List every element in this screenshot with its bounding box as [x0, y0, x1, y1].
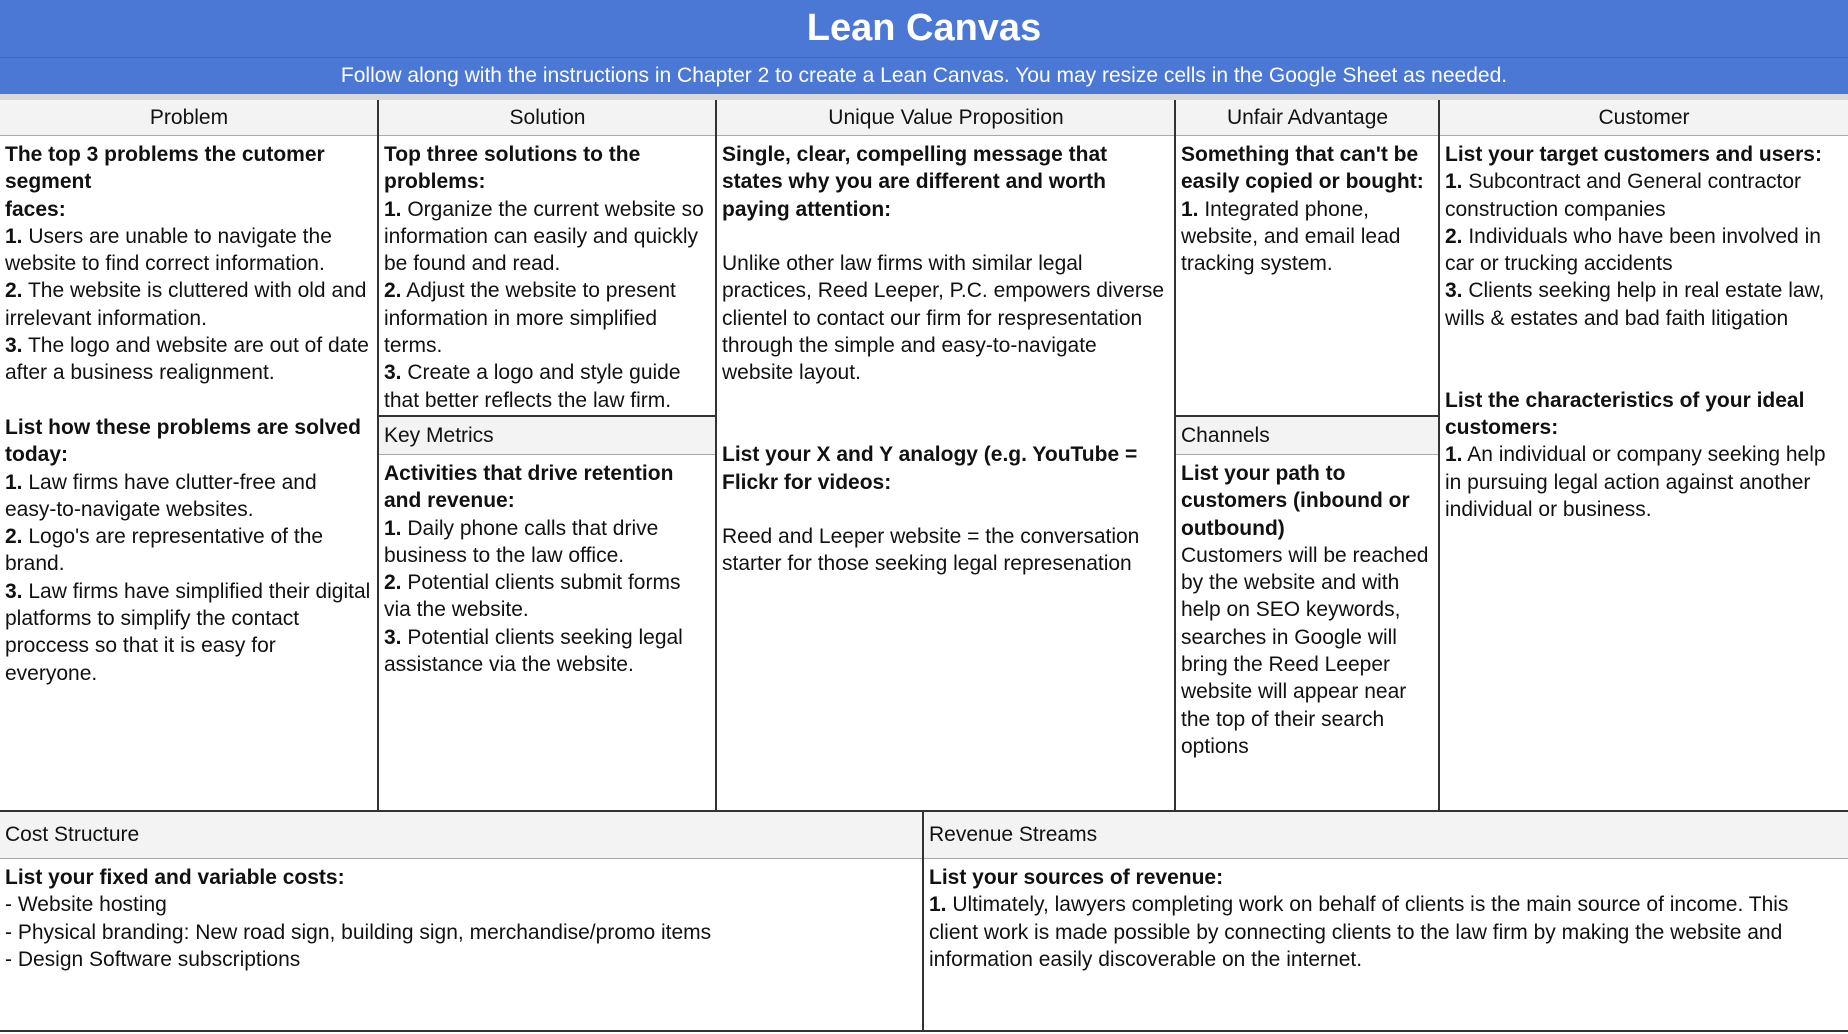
solution-body[interactable] — [379, 137, 716, 415]
problem-header-label: Problem — [149, 105, 229, 129]
divider-solution-metrics — [379, 415, 715, 417]
customer-item-num: 1. — [1445, 170, 1463, 194]
divider-solution-uvp — [715, 100, 717, 811]
problem-item-text: Users are unable to navigate the website to find correct information. — [5, 224, 338, 276]
key-metrics-intro: Activities that drive retention and revenue: — [384, 462, 680, 513]
cost-line: - Design Software subscriptions — [5, 947, 301, 971]
revenue-streams-intro: List your sources of revenue: — [929, 866, 1224, 889]
unfair-advantage-intro: Something that can't be easily copied or bought: — [1181, 143, 1425, 194]
customer-ideal-item-num: 1. — [1445, 443, 1463, 467]
page-subtitle — [0, 58, 1848, 94]
solution-item-num: 3. — [384, 361, 402, 385]
cost-line: - Website hosting — [5, 893, 167, 917]
solution-item-text: Adjust the website to present information in more simplified terms. — [384, 279, 682, 358]
revenue-item-num: 1. — [929, 893, 947, 917]
channels-body[interactable] — [1176, 456, 1439, 806]
problem-item-num: 2. — [5, 279, 23, 303]
page-title-text: Lean Canvas — [806, 7, 1042, 49]
problem-alt-heading: List how these problems are solved today: — [5, 415, 367, 467]
customer-ideal-heading: List the characteristics of your ideal customers: — [1445, 388, 1811, 439]
divider-top-bottom — [0, 810, 1848, 812]
problem-alt-item-num: 2. — [5, 525, 23, 549]
problem-alt-item-num: 3. — [5, 579, 23, 603]
uvp-header-label: Unique Value Proposition — [828, 105, 1064, 129]
problem-header — [0, 100, 378, 135]
channels-text: Customers will be reached by the website and with help on SEO keywords, searches in Google will bring the Reed Leeper website will appear near the top of their search options — [1181, 543, 1435, 758]
customer-item-num: 2. — [1445, 224, 1463, 248]
problem-item-num: 3. — [5, 334, 23, 358]
problem-alt-item-text: Law firms have simplified their digital platforms to simplify the contact proccess so that it is easy for everyone. — [5, 579, 377, 685]
key-metrics-item-text: Potential clients submit forms via the website. — [384, 571, 687, 622]
uvp-analogy-heading: List your X and Y analogy (e.g. YouTube = Flickr for videos: — [722, 443, 1144, 494]
solution-header — [379, 100, 716, 135]
channels-underline — [1176, 454, 1439, 455]
solution-item-num: 2. — [384, 279, 402, 303]
revenue-streams-header — [924, 812, 1848, 858]
unfair-advantage-header-label: Unfair Advantage — [1226, 105, 1389, 129]
key-metrics-header — [379, 417, 716, 454]
problem-alt-item-num: 1. — [5, 470, 23, 494]
unfair-advantage-body[interactable] — [1176, 137, 1439, 415]
revenue-item-text: Ultimately, lawyers completing work on behalf of clients is the main source of income. This client work is made possible by connecting clients to the law firm by making the website and information easily discoverable on the internet. — [929, 893, 1795, 971]
customer-ideal-item-text: An individual or company seeking help in pursuing legal action against another individual or business. — [1445, 443, 1832, 521]
divider-bottom-edge — [0, 1030, 1848, 1032]
uvp-analogy: Reed and Leeper website = the conversation starter for those seeking legal represenation — [722, 525, 1146, 576]
solution-intro: Top three solutions to the problems: — [384, 143, 647, 194]
problem-alt-item-text: Law firms have clutter-free and easy-to-navigate websites. — [5, 470, 323, 521]
header-underline — [0, 135, 1848, 136]
unfair-advantage-item-text: Integrated phone, website, and email lead tracking system. — [1181, 197, 1407, 276]
revenue-streams-header-label: Revenue Streams — [929, 823, 1098, 846]
cost-line: - Physical branding: New road sign, building sign, merchandise/promo items — [5, 920, 712, 944]
divider-advantage-channels — [1176, 415, 1438, 417]
solution-header-label: Solution — [509, 105, 586, 129]
customer-body[interactable] — [1440, 137, 1848, 807]
customer-header — [1440, 100, 1848, 135]
uvp-intro: Single, clear, compelling message that states why you are different and worth paying attention: — [722, 143, 1113, 221]
cost-structure-intro: List your fixed and variable costs: — [5, 866, 345, 889]
customer-intro: List your target customers and users: — [1445, 143, 1822, 166]
divider-advantage-customer — [1438, 100, 1440, 811]
page-subtitle-text: Follow along with the instructions in Chapter 2 to create a Lean Canvas. You may resize cells in the Google Sheet as needed. — [340, 64, 1508, 87]
cost-structure-header — [0, 812, 922, 858]
key-metrics-item-num: 3. — [384, 625, 402, 649]
bottom-header-underline — [0, 858, 1848, 859]
divider-uvp-advantage — [1174, 100, 1176, 811]
solution-item-text: Create a logo and style guide that better reflects the law firm. — [384, 361, 687, 412]
unfair-advantage-item-num: 1. — [1181, 197, 1199, 221]
customer-item-num: 3. — [1445, 279, 1463, 303]
key-metrics-item-num: 2. — [384, 571, 402, 595]
page-title — [0, 0, 1848, 58]
uvp-header — [717, 100, 1175, 135]
channels-header — [1176, 417, 1439, 454]
cost-structure-header-label: Cost Structure — [5, 823, 140, 846]
unfair-advantage-header — [1176, 100, 1439, 135]
uvp-message: Unlike other law firms with similar legal practices, Reed Leeper, P.C. empowers diverse clientel to contact our firm for respresentation through the simple and easy-to-navigate website layout. — [722, 252, 1170, 385]
cost-structure-body[interactable] — [0, 860, 922, 1030]
customer-item-text: Subcontract and General contractor construction companies — [1445, 170, 1807, 221]
solution-item-num: 1. — [384, 197, 402, 221]
problem-item-text: The logo and website are out of date after a business realignment. — [5, 334, 375, 385]
key-metrics-item-num: 1. — [384, 516, 402, 540]
customer-header-label: Customer — [1598, 105, 1690, 129]
key-metrics-header-label: Key Metrics — [384, 423, 494, 447]
uvp-body[interactable] — [717, 137, 1175, 807]
solution-item-text: Organize the current website so information can easily and quickly be found and read. — [384, 197, 710, 276]
problem-alt-item-text: Logo's are representative of the brand. — [5, 525, 329, 576]
key-metrics-item-text: Daily phone calls that drive business to the law office. — [384, 516, 665, 567]
divider-cost-revenue — [922, 810, 924, 1032]
customer-item-text: Clients seeking help in real estate law, wills & estates and bad faith litigation — [1445, 279, 1831, 330]
divider-problem-solution — [377, 100, 379, 811]
customer-item-text: Individuals who have been involved in car or trucking accidents — [1445, 224, 1827, 276]
channels-header-label: Channels — [1181, 423, 1270, 447]
key-metrics-item-text: Potential clients seeking legal assistance via the website. — [384, 625, 689, 677]
key-metrics-underline — [379, 454, 716, 455]
key-metrics-body[interactable] — [379, 456, 716, 806]
problem-item-num: 1. — [5, 224, 23, 248]
problem-body[interactable] — [0, 137, 378, 807]
problem-intro: The top 3 problems the cutomer segment faces: — [5, 143, 325, 221]
revenue-streams-body[interactable] — [924, 860, 1848, 1030]
problem-item-text: The website is cluttered with old and irrelevant information. — [5, 279, 373, 330]
channels-intro: List your path to customers (inbound or outbound) — [1181, 462, 1416, 540]
